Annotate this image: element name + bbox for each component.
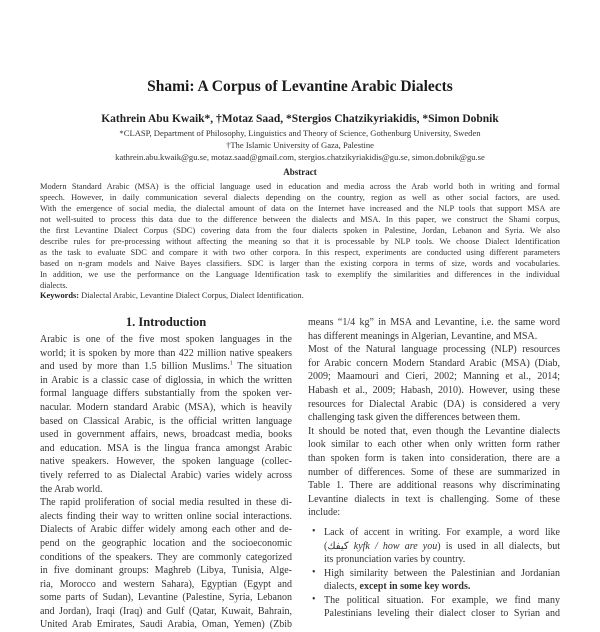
italic-gloss: kyfk / how are you — [353, 540, 438, 552]
text-line: pend on the geographic location and the socioeconomic — [40, 537, 292, 549]
text-line: High similarity between the Palestinian and Jordanian — [324, 567, 560, 579]
text-line: formal language differs substantially from the spoken ver- — [40, 388, 292, 400]
author-list: Kathrein Abu Kwaik*, †Motaz Saad, *Stergios Chatzikyriakidis, *Simon Dobnik — [101, 113, 499, 125]
author-emails: kathrein.abu.kwaik@gu.se, motaz.saad@gmail.com, stergios.chatzikyriakidis@gu.se, simon.dobnik@gu.se — [115, 152, 485, 162]
text-line: tively referred to as Dialectal Arabic) varies widely across — [40, 469, 292, 481]
text-line: for Arabic concern Modern Standard Arabic (MSA) (Diab, — [308, 357, 560, 369]
section-heading-introduction: 1. Introduction — [125, 315, 207, 329]
text-line: used in government affairs, news, broadcast media, books — [40, 429, 292, 441]
text-line: (كيفك kyfk / how are you) is used in all dialects, but — [324, 540, 560, 552]
text-line: The political situation. For example, we find many — [324, 594, 560, 606]
text-line: Levantine dialects in text is challenging. Some of these — [308, 493, 560, 505]
abstract-body — [40, 181, 560, 291]
keywords-text: Dialectal Arabic, Levantine Dialect Corpus, Dialect Identification. — [81, 291, 304, 300]
text-line: Lack of accent in writing. For example, a word like — [324, 526, 560, 538]
text-line: 2009; Maamouri and Cieri, 2002; Manning et al., 2014; — [308, 371, 560, 383]
text-line: than spoken form is taken into consideration, there are a — [308, 452, 560, 464]
text-span: and used by more than 1.5 billion Muslims. — [40, 361, 230, 373]
keywords-label: Keywords: — [40, 291, 80, 300]
abstract-line: dialects. — [40, 281, 68, 290]
text-line: in five dominant groups: Maghreb (Libya, Tunisia, Alge- — [40, 565, 292, 577]
abstract-line: as the task to evaluate SDC and compare it with two other corpora. In this respect, experiments are conducted using different parameters — [40, 248, 560, 257]
text-line: native speakers. However, the spoken language (collec- — [40, 456, 292, 468]
text-line: resources for Dialectal Arabic (DA) is considered a very — [308, 398, 560, 410]
text-line: ria, Morocco and western Sahara), Egyptian (Egypt and — [40, 578, 292, 590]
bullet-item — [308, 594, 560, 621]
text-line: in Arabic is a classic case of diglossia, in which the written — [40, 374, 292, 386]
text-line: Most of the Natural language processing (NLP) resources — [308, 344, 560, 356]
keywords — [40, 291, 560, 300]
bullet-icon: • — [312, 525, 316, 537]
right-column — [308, 316, 560, 621]
text-line: include: — [308, 507, 341, 519]
text-line: world; it is spoken by more than 422 million native speakers — [40, 347, 292, 359]
text-line: conditions of the speakers. They are commonly categorized — [40, 551, 292, 563]
text-line: has different meanings in Algerian, Levantine, and MSA. — [308, 330, 538, 342]
affiliation-1: *CLASP, Department of Philosophy, Linguistics and Theory of Science, Gothenburg University, Sweden — [119, 128, 481, 138]
footnote-mark[interactable]: 1 — [229, 360, 233, 367]
text-span: dialects, — [324, 581, 360, 593]
bullet-icon: • — [312, 566, 316, 578]
text-line: alects finding their way to written online social interactions. — [40, 510, 292, 522]
text-line: Palestinians leveling their dialect closer to Syrian and — [324, 608, 560, 620]
left-column — [40, 333, 292, 632]
abstract-line: not well-suited to process this data due to the difference between the dialects and MSA. In this paper, we construct the Shami corpus, — [40, 215, 560, 224]
bullet-item — [308, 526, 560, 567]
text-line: challenging task given the differences between them. — [308, 412, 521, 424]
bold-text: except in some key words. — [359, 581, 471, 593]
abstract-line: In addition, we use the performance on the Language Identification task to exemplify the similarities and differences in the individual — [40, 270, 560, 279]
bullet-icon: • — [312, 593, 316, 605]
text-line: based on Classical Arabic, is the official written language — [40, 415, 292, 427]
text-line: nacular. Modern standard Arabic (MSA), which is heavily — [40, 401, 292, 413]
arabic-word: كيفك — [327, 540, 349, 552]
text-line: its pronunciation varies by country. — [324, 554, 466, 566]
text-line: Habash et al., 2009; Habash, 2010). However, using these — [308, 384, 560, 396]
text-line: United Arab Emirates, Saudi Arabia, Oman, Yemen) (Zbib — [40, 619, 292, 631]
text-line — [324, 580, 560, 594]
abstract-line: speech. However, in daily communication several dialects depending on the country, region as well as other social factors, are used. — [40, 193, 560, 202]
text-line — [40, 360, 292, 374]
text-line: some parts of Sudan), Levantine (Palestine, Syria, Lebanon — [40, 592, 292, 604]
text-line: number of differences. Some of these are summarized in — [308, 466, 560, 478]
text-line: and education. MSA is the lingua franca amongst Arabic — [40, 442, 292, 454]
text-line: Table 1. There are additional reasons why discriminating — [308, 480, 560, 492]
abstract-line: describe rules for pre-processing without affecting the meaning so that it is processable by NLP tools. We choose Dialect Identification — [40, 237, 560, 246]
text-line: Dialects of Arabic differ widely among each other and de- — [40, 524, 292, 536]
text-line: Arabic is one of the five most spoken languages in the — [40, 334, 292, 345]
text-line: the Arab world. — [40, 483, 103, 495]
paper-title: Shami: A Corpus of Levantine Arabic Dialects — [147, 78, 453, 95]
text-line: and Jordan), Iraqi (Iraq) and Gulf (Qatar, Kuwait, Bahrain, — [40, 605, 292, 617]
abstract-heading: Abstract — [283, 167, 317, 177]
text-span: ) is used in all dialects, but — [437, 540, 560, 552]
abstract-line: With the emergence of social media, the dialectal amount of data on the Internet have increased and the NLP tools that support MSA are — [40, 204, 560, 213]
abstract-line: based on n-gram models and Naive Bayes classifiers. SDC is larger than the existing corpora in terms of size, words and vocabularies. — [40, 259, 560, 268]
text-line: look similar to each other when only written form rather — [308, 439, 560, 451]
bullet-item — [308, 567, 560, 594]
affiliation-2: †The Islamic University of Gaza, Palestine — [226, 140, 374, 150]
text-line: means “1/4 kg” in MSA and Levantine, i.e. the same word — [308, 317, 560, 328]
text-line: The rapid proliferation of social media resulted in these di- — [40, 497, 292, 509]
text-line: It should be noted that, even though the Levantine dialects — [308, 425, 560, 437]
abstract-line: Modern Standard Arabic (MSA) is the official language used in education and media across the Arab world both in writing and formal — [40, 182, 560, 191]
text-span: The situation — [237, 361, 292, 373]
abstract-line: the first Levantine Dialect Corpus (SDC) covering data from the four dialects spoken in Palestine, Jordan, Lebanon and Syria. We also — [40, 226, 560, 235]
